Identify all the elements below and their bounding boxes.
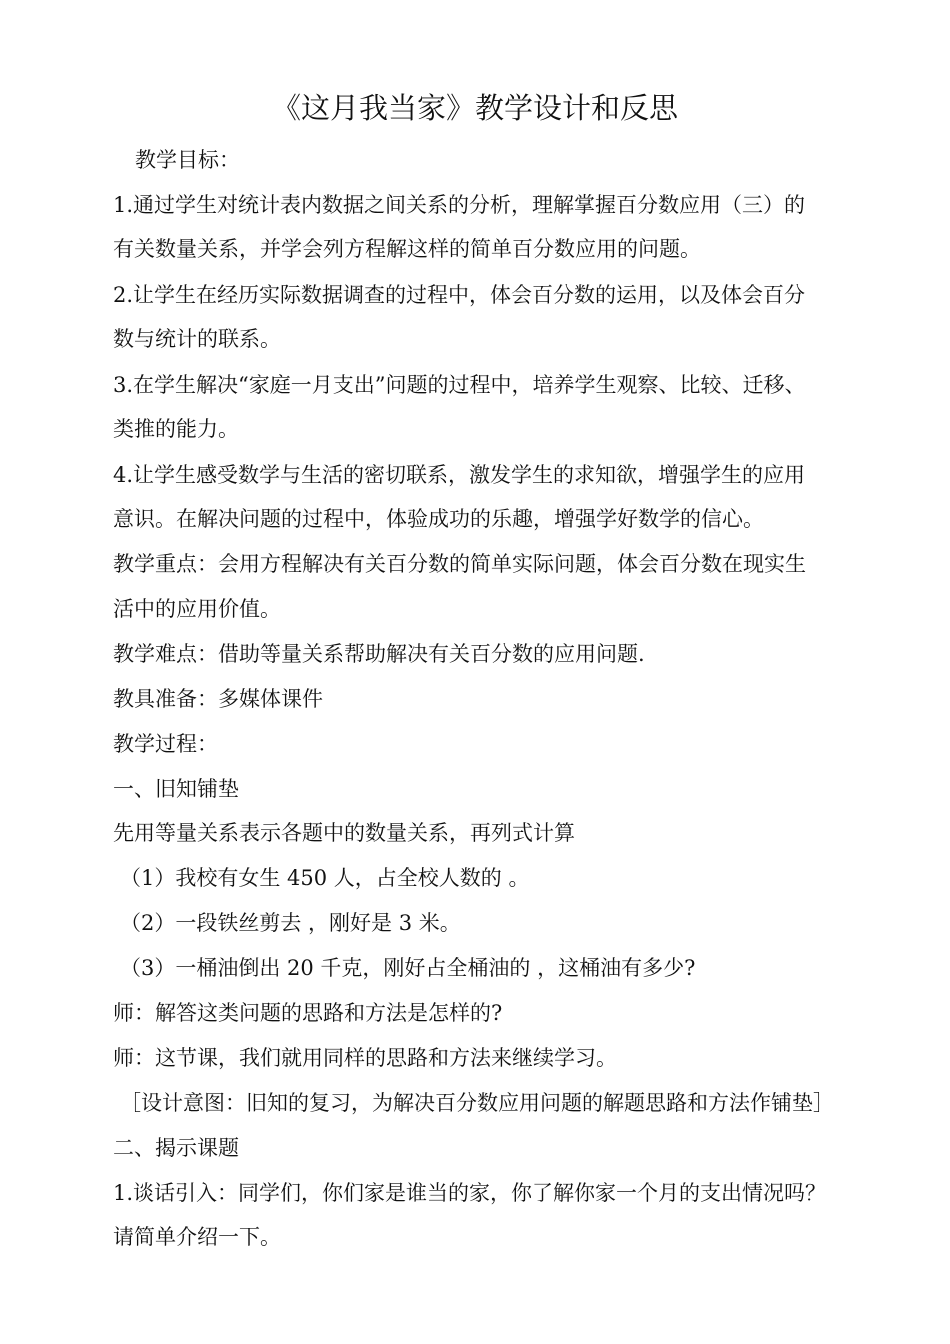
section-heading-objectives: 教学目标： [135,148,240,172]
materials-line: 教具准备：多媒体课件 [113,687,323,711]
paragraph-line: 有关数量关系，并学会列方程解这样的简单百分数应用的问题。 [113,237,701,261]
paragraph-line: 数与统计的联系。 [113,327,281,351]
paragraph-line: 1.谈话引入：同学们，你们家是谁当的家，你了解你家一个月的支出情况吗？ [113,1181,827,1205]
section-heading-topic: 二、揭示课题 [113,1136,239,1160]
paragraph-line: 活中的应用价值。 [113,597,281,621]
paragraph-line: 先用等量关系表示各题中的数量关系，再列式计算 [113,821,575,845]
paragraph-line: 类推的能力。 [113,417,239,441]
teacher-line: 师：这节课，我们就用同样的思路和方法来继续学习。 [113,1046,617,1070]
section-heading-process: 教学过程： [113,732,218,756]
teacher-line: 师：解答这类问题的思路和方法是怎样的? [113,1001,503,1025]
paragraph-line: 请简单介绍一下。 [113,1225,281,1249]
difficult-points-line: 教学难点：借助等量关系帮助解决有关百分数的应用问题. [113,642,645,666]
document-title: 《这月我当家》教学设计和反思 [271,91,678,125]
exercise-item-2: （2）一段铁丝剪去 ，刚好是 3 米。 [120,911,461,935]
design-intent-note: ［设计意图：旧知的复习，为解决百分数应用问题的解题思路和方法作铺垫］ [120,1091,834,1115]
section-heading-review: 一、旧知铺垫 [113,777,239,801]
paragraph-line: 1.通过学生对统计表内数据之间关系的分析，理解掌握百分数应用（三）的 [113,193,806,217]
paragraph-line: 3.在学生解决“家庭一月支出”问题的过程中，培养学生观察、比较、迁移、 [113,373,806,397]
exercise-item-3: （3）一桶油倒出 20 千克，刚好占全桶油的 ，这桶油有多少? [120,956,696,980]
paragraph-line: 2.让学生在经历实际数据调查的过程中，体会百分数的运用，以及体会百分 [113,283,806,307]
paragraph-line: 4.让学生感受数学与生活的密切联系，激发学生的求知欲，增强学生的应用 [113,463,806,487]
paragraph-line: 意识。在解决问题的过程中，体验成功的乐趣，增强学好数学的信心。 [113,507,764,531]
key-points-line: 教学重点：会用方程解决有关百分数的简单实际问题，体会百分数在现实生 [113,552,806,576]
exercise-item-1: （1）我校有女生 450 人，占全校人数的 。 [120,866,530,890]
